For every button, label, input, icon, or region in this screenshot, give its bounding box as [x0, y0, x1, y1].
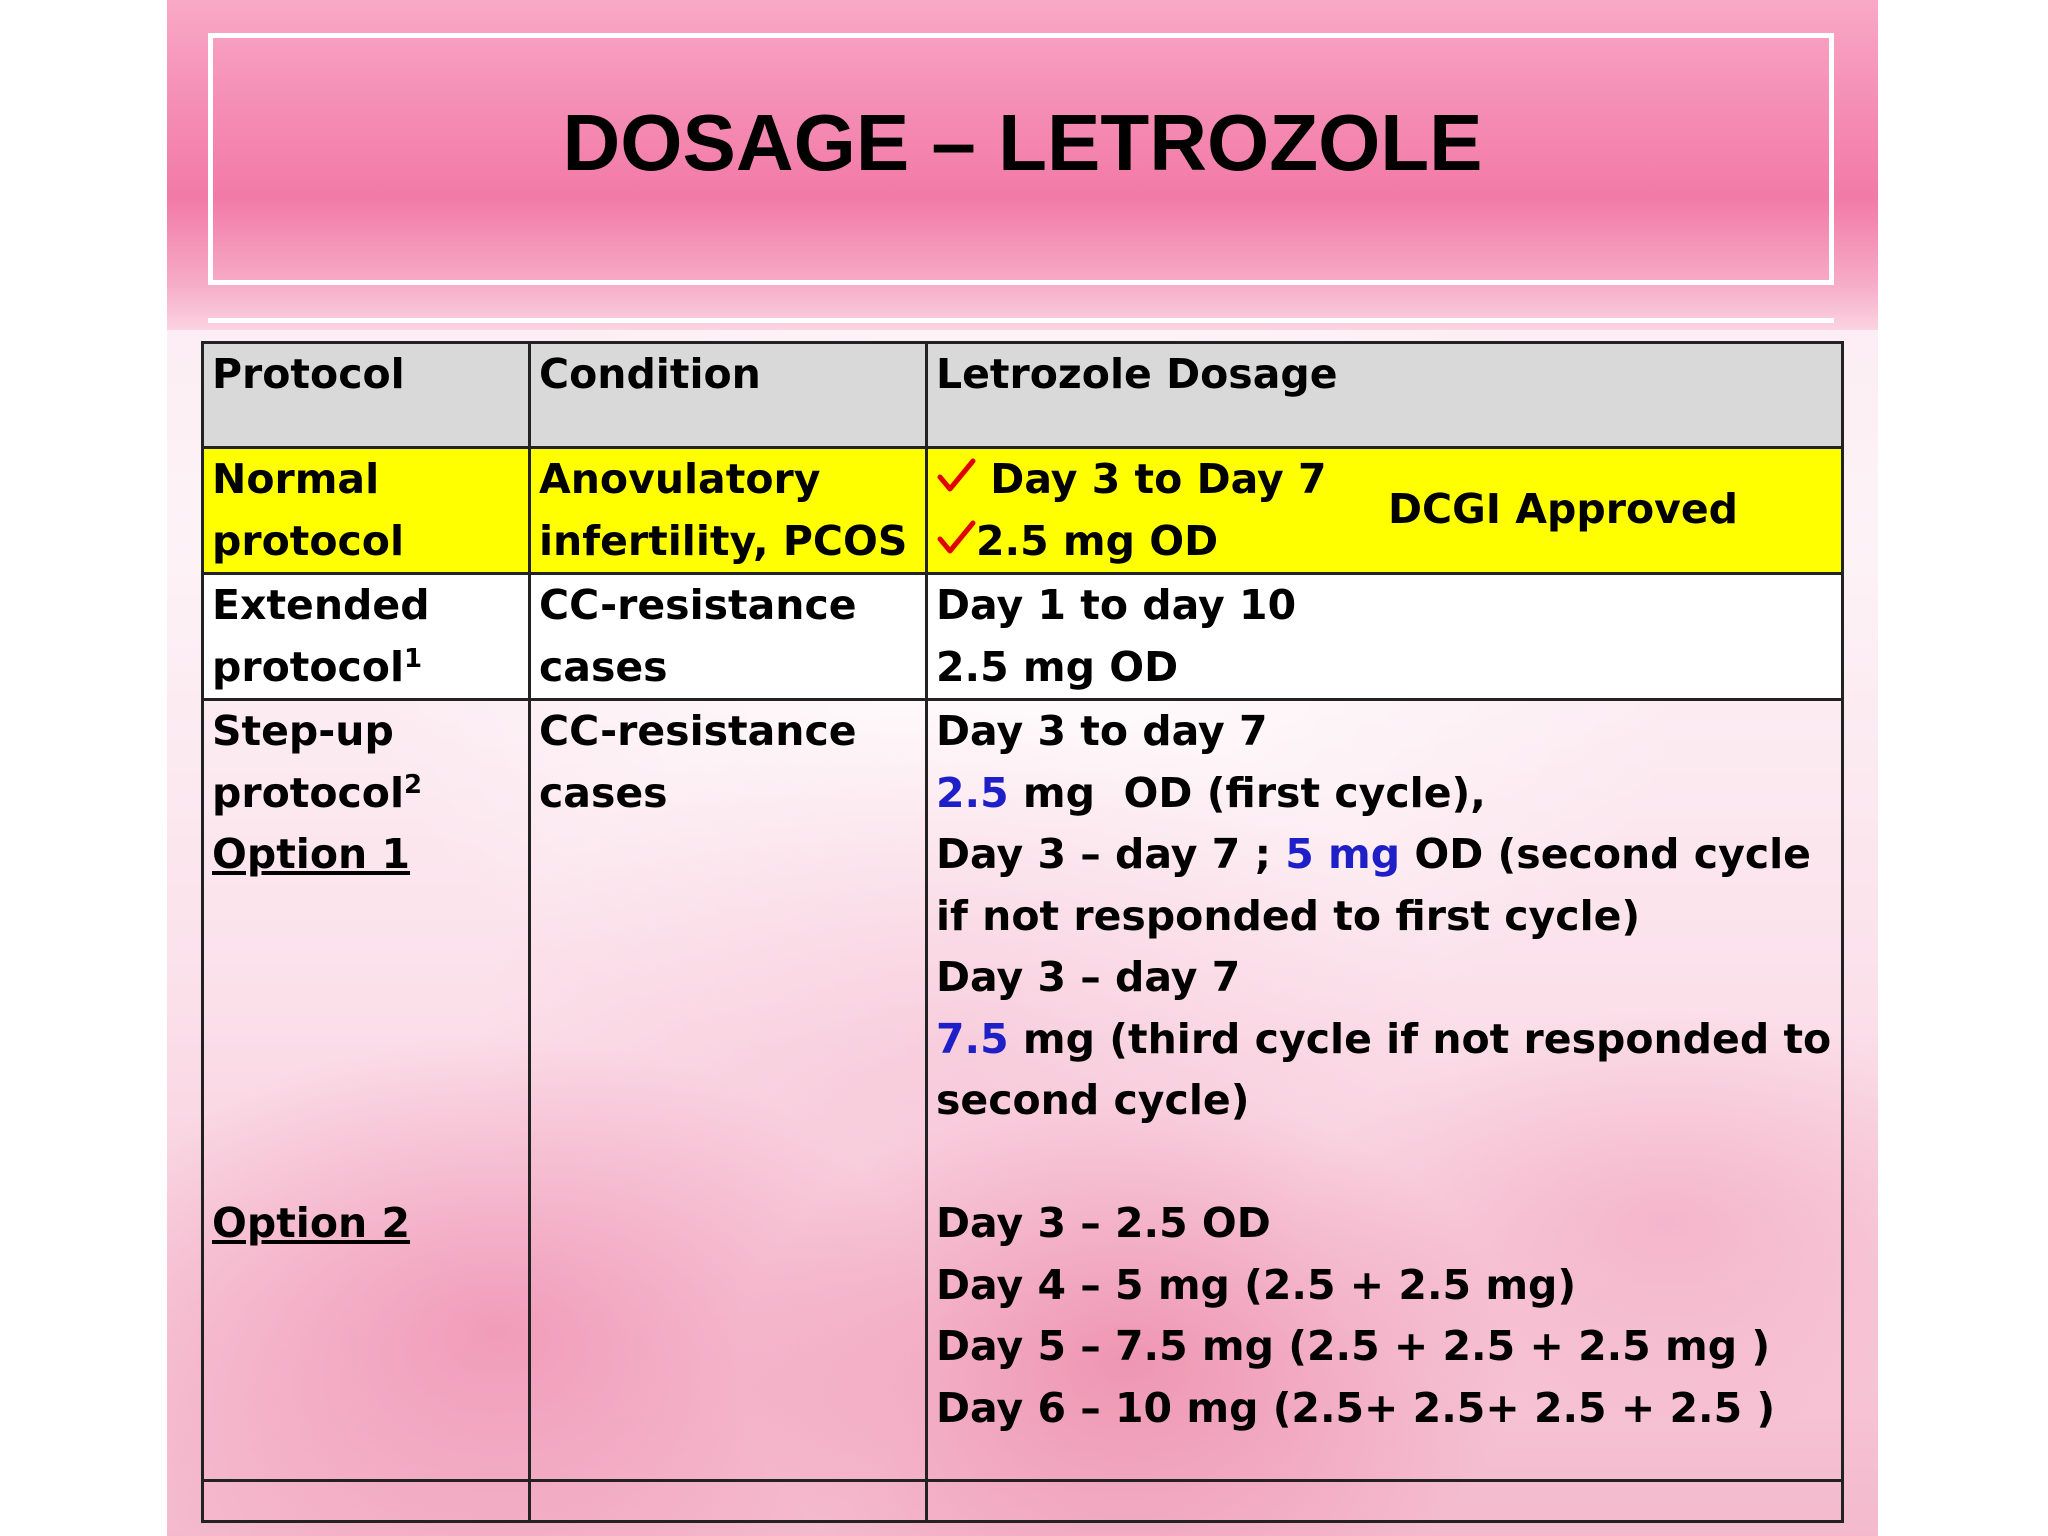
- cell-extended-protocol: [203, 574, 530, 700]
- option2-line1: Day 3 – 2.5 OD: [936, 1199, 1271, 1247]
- normal-protocol-line2: protocol: [212, 516, 405, 565]
- option1-line3: [936, 824, 1833, 947]
- dose-highlight: 7.5: [936, 1014, 1009, 1063]
- header-label-protocol: Protocol: [212, 350, 405, 398]
- title-underline: [208, 318, 1834, 323]
- header-label-dosage: Letrozole Dosage: [936, 350, 1338, 398]
- extended-protocol-line1: Extended: [212, 581, 430, 629]
- option1-line2: [936, 763, 1833, 825]
- stepup-protocol-line2: [212, 763, 520, 825]
- extended-dosage-line2: 2.5 mg OD: [936, 642, 1179, 691]
- option2-line3: Day 5 – 7.5 mg (2.5 + 2.5 + 2.5 mg ): [936, 1322, 1771, 1370]
- dosage-table: [201, 341, 1844, 1523]
- spacer: [212, 1009, 520, 1071]
- footnote-marker: 2: [404, 769, 423, 800]
- slide: [167, 0, 1878, 1536]
- extended-condition-line1: CC-resistance: [539, 581, 857, 629]
- option2-label: Option 2: [212, 1199, 411, 1247]
- option2-line4: Day 6 – 10 mg (2.5+ 2.5+ 2.5 + 2.5 ): [936, 1383, 1776, 1432]
- stepup-protocol-word: protocol: [212, 768, 405, 817]
- header-cell-dosage: [927, 343, 1843, 448]
- normal-dosage-days: Day 3 to Day 7: [990, 455, 1327, 503]
- spacer: [212, 886, 520, 948]
- cell-stepup-dosage: [927, 700, 1843, 1481]
- stepup-condition-line2: cases: [539, 768, 668, 817]
- option1-line2-text: mg OD (first cycle),: [1008, 768, 1486, 817]
- stepup-condition-line1: CC-resistance: [539, 707, 857, 755]
- stepup-protocol-line1: Step-up: [212, 707, 394, 755]
- extended-protocol-line2: [212, 637, 520, 699]
- option1-line3-start: Day 3 – day 7 ;: [936, 830, 1286, 878]
- extended-protocol-word: protocol: [212, 642, 405, 691]
- table-row-extended: [203, 574, 1843, 700]
- normal-condition-line1: Anovulatory: [539, 455, 821, 503]
- extended-dosage-line1: Day 1 to day 10: [936, 581, 1297, 629]
- cell-normal-condition: [530, 448, 927, 574]
- option1-label: Option 1: [212, 830, 411, 878]
- table-row-empty: [203, 1481, 1843, 1522]
- cell-normal-dosage: [927, 448, 1843, 574]
- header-cell-condition: [530, 343, 927, 448]
- table-row-stepup: [203, 700, 1843, 1481]
- cell-stepup-protocol: [203, 700, 530, 1481]
- approval-badge: DCGI Approved: [1388, 485, 1739, 533]
- table-row-normal: [203, 448, 1843, 574]
- header-label-condition: Condition: [539, 350, 761, 398]
- checkmark-icon: [936, 519, 976, 559]
- cell-extended-condition: [530, 574, 927, 700]
- option1-line1: Day 3 to day 7: [936, 707, 1268, 755]
- option1-line3-text: OD (second cycle if not responded to first cycle): [936, 830, 1811, 940]
- spacer: [212, 947, 520, 1009]
- spacer: [212, 1070, 520, 1132]
- option2-line2: Day 4 – 5 mg (2.5 + 2.5 mg): [936, 1260, 1577, 1309]
- empty-cell: [530, 1481, 927, 1522]
- option1-line5-text: mg (third cycle if not responded to second cycle): [936, 1014, 1832, 1124]
- normal-protocol-line1: Normal: [212, 455, 380, 503]
- empty-cell: [203, 1481, 530, 1522]
- cell-stepup-condition: [530, 700, 927, 1481]
- empty-cell: [927, 1481, 1843, 1522]
- cell-normal-protocol: [203, 448, 530, 574]
- normal-condition-line2: infertility, PCOS: [539, 516, 908, 565]
- option1-line4: Day 3 – day 7: [936, 953, 1241, 1001]
- footnote-marker: 1: [404, 643, 423, 674]
- option1-line5: [936, 1009, 1833, 1132]
- normal-dosage-amount: 2.5 mg OD: [976, 516, 1219, 565]
- cell-extended-dosage: [927, 574, 1843, 700]
- header-cell-protocol: [203, 343, 530, 448]
- spacer: [212, 1132, 520, 1194]
- checkmark-icon: [936, 457, 976, 497]
- table-header-row: [203, 343, 1843, 448]
- dose-highlight: 2.5: [936, 768, 1009, 817]
- page-title: DOSAGE – LETROZOLE: [562, 98, 1483, 187]
- spacer: [936, 1132, 1833, 1194]
- dose-highlight: 5 mg: [1285, 830, 1401, 878]
- extended-condition-line2: cases: [539, 642, 668, 691]
